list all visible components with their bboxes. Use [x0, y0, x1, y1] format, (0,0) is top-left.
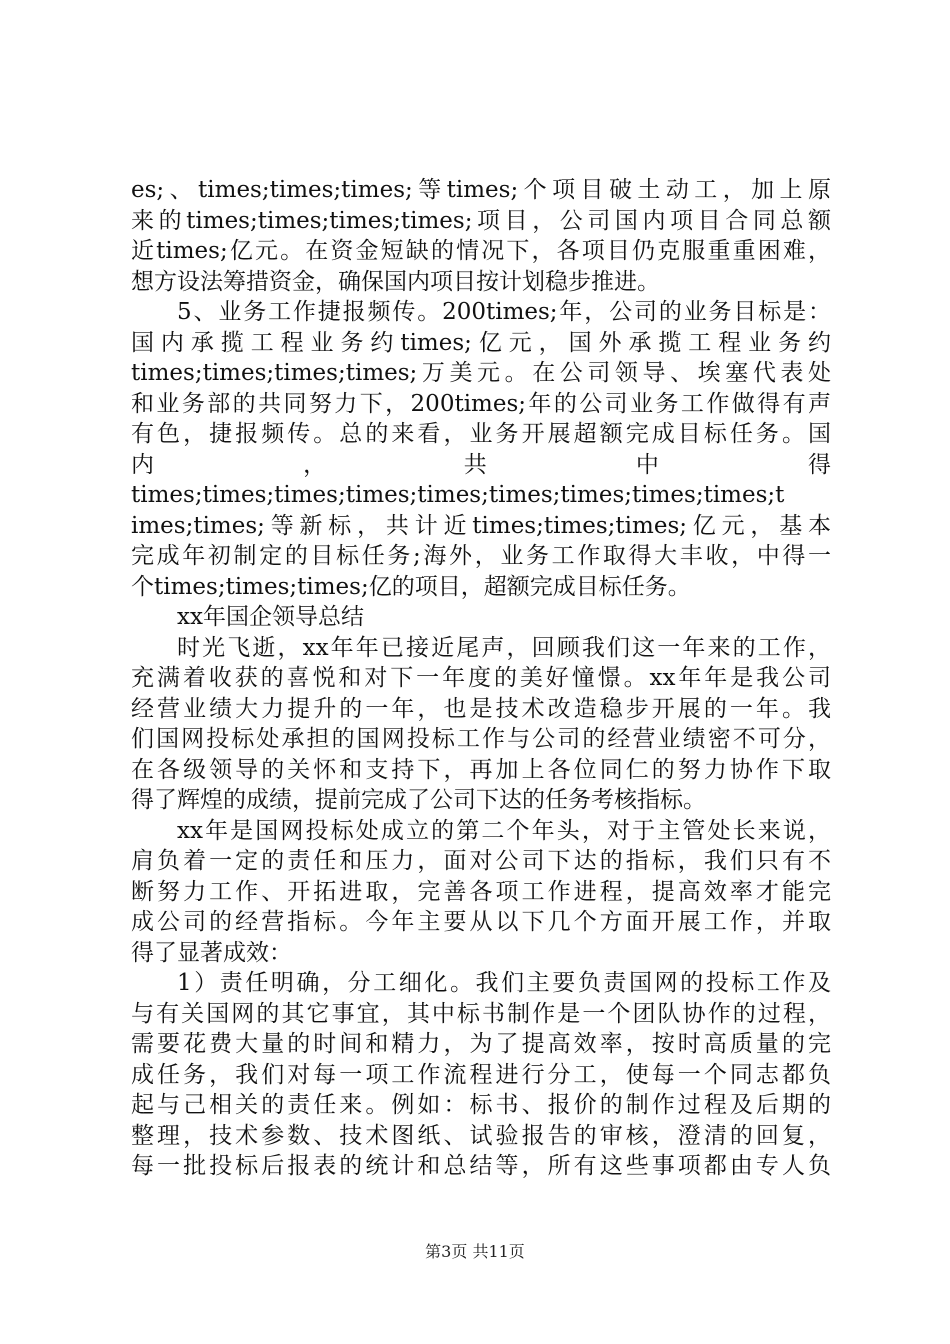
text-line: 5、业务工作捷报频传。200times;年，公司的业务目标是： [177, 299, 831, 325]
text-line: 个times;times;times;亿的项目，超额完成目标任务。 [131, 573, 691, 600]
text-line: es;、times;times;times;等times;个项目破土动工，加上原 [131, 177, 831, 203]
text-line: 断努力工作、开拓进取，完善各项工作进程，提高效率才能完 [131, 878, 831, 905]
text-line: 国内承揽工程业务约times;亿元，国外承揽工程业务约 [131, 329, 831, 356]
section-heading: xx年国企领导总结 [177, 604, 364, 630]
page-footer: 第3页 共11页 [425, 1242, 525, 1261]
text-line: 肩负着一定的责任和压力，面对公司下达的指标，我们只有不 [131, 848, 831, 874]
text-line: 成公司的经营指标。今年主要从以下几个方面开展工作，并取 [131, 909, 831, 935]
text-line: 1）责任明确，分工细化。我们主要负责国网的投标工作及 [177, 970, 831, 996]
text-line: 和业务部的共同努力下，200times;年的公司业务工作做得有声 [131, 390, 831, 417]
text-line: 来的times;times;times;times;项目，公司国内项目合同总额 [131, 207, 831, 234]
text-line: times;times;times;times;万美元。在公司领导、埃塞代表处 [131, 360, 831, 386]
text-line: 经营业绩大力提升的一年，也是技术改造稳步开展的一年。我 [131, 695, 831, 722]
text-line: times;times;times;times;times;times;times;times;times;t [131, 482, 785, 508]
text-line: 有色，捷报频传。总的来看，业务开展超额完成目标任务。国 [131, 421, 831, 447]
text-line: 整理，技术参数、技术图纸、试验报告的审核，澄清的回复， [131, 1122, 831, 1149]
text-line: 需要花费大量的时间和精力，为了提高效率，按时高质量的完 [131, 1031, 831, 1057]
text-line: 时光飞逝，xx年年已接近尾声，回顾我们这一年来的工作， [177, 634, 831, 661]
text-line: 在各级领导的关怀和支持下，再加上各位同仁的努力协作下取 [131, 756, 831, 783]
text-line: 内 ， 共 中 得 [131, 451, 831, 478]
text-line: 起与己相关的责任来。例如：标书、报价的制作过程及后期的 [131, 1092, 831, 1118]
text-line: 得了显著成效： [131, 939, 292, 966]
text-line: 与有关国网的其它事宜，其中标书制作是一个团队协作的过程， [131, 1000, 831, 1027]
text-line: 完成年初制定的目标任务;海外，业务工作取得大丰收，中得一 [131, 543, 831, 569]
text-line: 成任务，我们对每一项工作流程进行分工，使每一个同志都负 [131, 1061, 831, 1088]
body-text [131, 175, 831, 1182]
text-line: 得了辉煌的成绩，提前完成了公司下达的任务考核指标。 [131, 787, 706, 813]
text-line: 近times;亿元。在资金短缺的情况下，各项目仍克服重重困难， [131, 238, 831, 264]
text-line: 们国网投标处承担的国网投标工作与公司的经营业绩密不可分， [131, 726, 831, 752]
text-line: imes;times;等新标，共计近times;times;times;亿元，基本 [131, 512, 831, 539]
text-line: 每一批投标后报表的统计和总结等，所有这些事项都由专人负 [131, 1153, 831, 1179]
text-line: 充满着收获的喜悦和对下一年度的美好憧憬。xx年年是我公司 [131, 665, 831, 691]
text-line: xx年是国网投标处成立的第二个年头，对于主管处长来说， [177, 817, 831, 844]
text-line: 想方设法筹措资金，确保国内项目按计划稳步推进。 [131, 268, 660, 295]
